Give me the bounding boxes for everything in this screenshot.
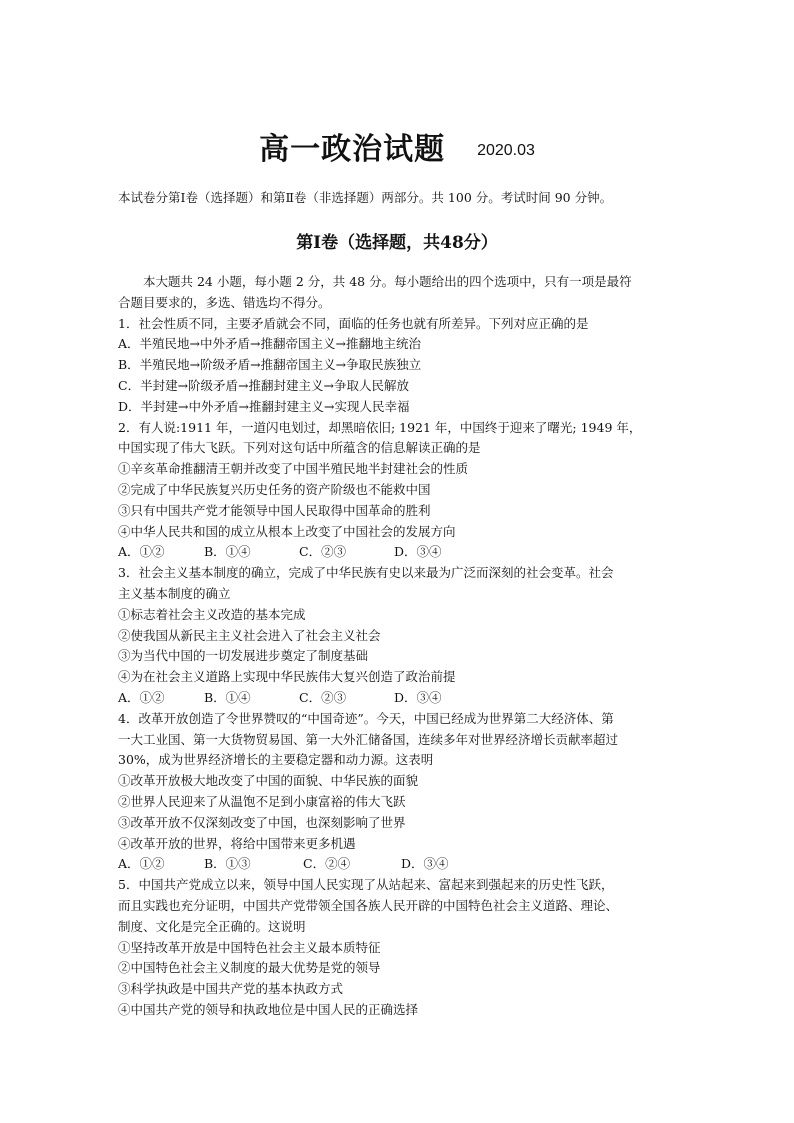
question-5-stem: 而且实践也充分证明，中国共产党带领全国各族人民开辟的中国特色社会主义道路、理论、: [118, 897, 619, 913]
choice-c: C．②③: [299, 544, 347, 560]
question-4-statement: ①改革开放极大地改变了中国的面貌、中华民族的面貌: [118, 773, 419, 789]
question-2-statement: ②完成了中华民族复兴历史任务的资产阶级也不能救中国: [118, 481, 431, 497]
question-5-stem: 制度、文化是完全正确的。这说明: [118, 918, 306, 934]
question-1-option-c: C．半封建→阶级矛盾→推翻封建主义→争取人民解放: [118, 377, 409, 393]
exam-body: [118, 272, 678, 1021]
choice-a: A．①②: [118, 544, 165, 560]
question-1-option-d: D．半封建→中外矛盾→推翻封建主义→实现人民幸福: [118, 398, 410, 414]
question-5-stem: 5．中国共产党成立以来，领导中国人民实现了从站起来、富起来到强起来的历史性飞跃，: [118, 877, 614, 893]
choice-c: C．②③: [299, 689, 347, 705]
question-1-option-b: B．半殖民地→阶级矛盾→推翻帝国主义→争取民族独立: [118, 357, 422, 373]
question-3-stem: 主义基本制度的确立: [118, 585, 231, 601]
question-4-stem: 30%，成为世界经济增长的主要稳定器和动力源。这表明: [118, 752, 434, 768]
question-1-option-a: A．半殖民地→中外矛盾→推翻帝国主义→推翻地主统治: [118, 336, 421, 352]
question-2-choices: [118, 542, 678, 563]
choice-b: B．①④: [204, 544, 251, 560]
choice-d: D．③④: [394, 689, 442, 705]
question-2-stem: 中国实现了伟大飞跃。下列对这句话中所蕴含的信息解读正确的是: [118, 440, 481, 456]
question-2-statement: ④中华人民共和国的成立从根本上改变了中国社会的发展方向: [118, 523, 456, 539]
exam-date: 2020.03: [477, 142, 535, 159]
question-3-statement: ③为当代中国的一切发展进步奠定了制度基础: [118, 648, 369, 664]
question-5-statement: ①坚持改革开放是中国特色社会主义最本质特征: [118, 939, 381, 955]
title-row: [0, 124, 794, 168]
question-3-statement: ②使我国从新民主主义社会进入了社会主义社会: [118, 627, 381, 643]
question-4-statement: ④改革开放的世界，将给中国带来更多机遇: [118, 835, 356, 851]
question-2-statement: ③只有中国共产党才能领导中国人民取得中国革命的胜利: [118, 502, 431, 518]
exam-title: 高一政治试题: [259, 132, 446, 167]
question-3-statement: ①标志着社会主义改造的基本完成: [118, 606, 306, 622]
question-2-stem: 2．有人说:1911 年，一道闪电划过，却黑暗依旧; 1921 年，中国终于迎来了曙光; 1949 年，: [118, 419, 642, 435]
choice-a: A．①②: [118, 689, 165, 705]
question-5-statement: ②中国特色社会主义制度的最大优势是党的领导: [118, 960, 381, 976]
question-3-statement: ④为在社会主义道路上实现中华民族伟大复兴创造了政治前提: [118, 669, 456, 685]
question-4-choices: [118, 854, 678, 875]
section-title: 第Ⅰ卷（选择题，共48分）: [296, 233, 498, 253]
instructions-line: 本大题共 24 小题，每小题 2 分，共 48 分。每小题给出的四个选项中，只有一项是最符: [143, 274, 632, 289]
choice-a: A．①②: [118, 856, 165, 872]
choice-c: C．②④: [303, 856, 351, 872]
choice-b: B．①③: [204, 856, 251, 872]
question-3-choices: [118, 688, 678, 709]
question-2-statement: ①辛亥革命推翻清王朝并改变了中国半殖民地半封建社会的性质: [118, 461, 469, 477]
question-4-stem: 4．改革开放创造了令世界赞叹的“中国奇迹”。今天，中国已经成为世界第二大经济体、第: [118, 710, 614, 726]
choice-d: D．③④: [401, 856, 449, 872]
choice-b: B．①④: [204, 689, 251, 705]
question-3-stem: 3．社会主义基本制度的确立，完成了中华民族有史以来最为广泛而深刻的社会变革。社会: [118, 565, 614, 581]
question-4-statement: ③改革开放不仅深刻改变了中国，也深刻影响了世界: [118, 814, 406, 830]
exam-intro: 本试卷分第Ⅰ卷（选择题）和第Ⅱ卷（非选择题）两部分。共 100 分。考试时间 90 分钟。: [118, 190, 613, 205]
question-4-stem: 一大工业国、第一大货物贸易国、第一大外汇储备国，连续多年对世界经济增长贡献率超过: [118, 731, 619, 747]
instructions-line: 合题目要求的，多选、错选均不得分。: [118, 294, 331, 310]
choice-d: D．③④: [394, 544, 442, 560]
question-4-statement: ②世界人民迎来了从温饱不足到小康富裕的伟大飞跃: [118, 793, 406, 809]
question-5-statement: ③科学执政是中国共产党的基本执政方式: [118, 981, 344, 997]
question-5-statement: ④中国共产党的领导和执政地位是中国人民的正确选择: [118, 1001, 419, 1017]
question-1-stem: 1．社会性质不同，主要矛盾就会不同，面临的任务也就有所差异。下列对应正确的是: [118, 315, 589, 331]
